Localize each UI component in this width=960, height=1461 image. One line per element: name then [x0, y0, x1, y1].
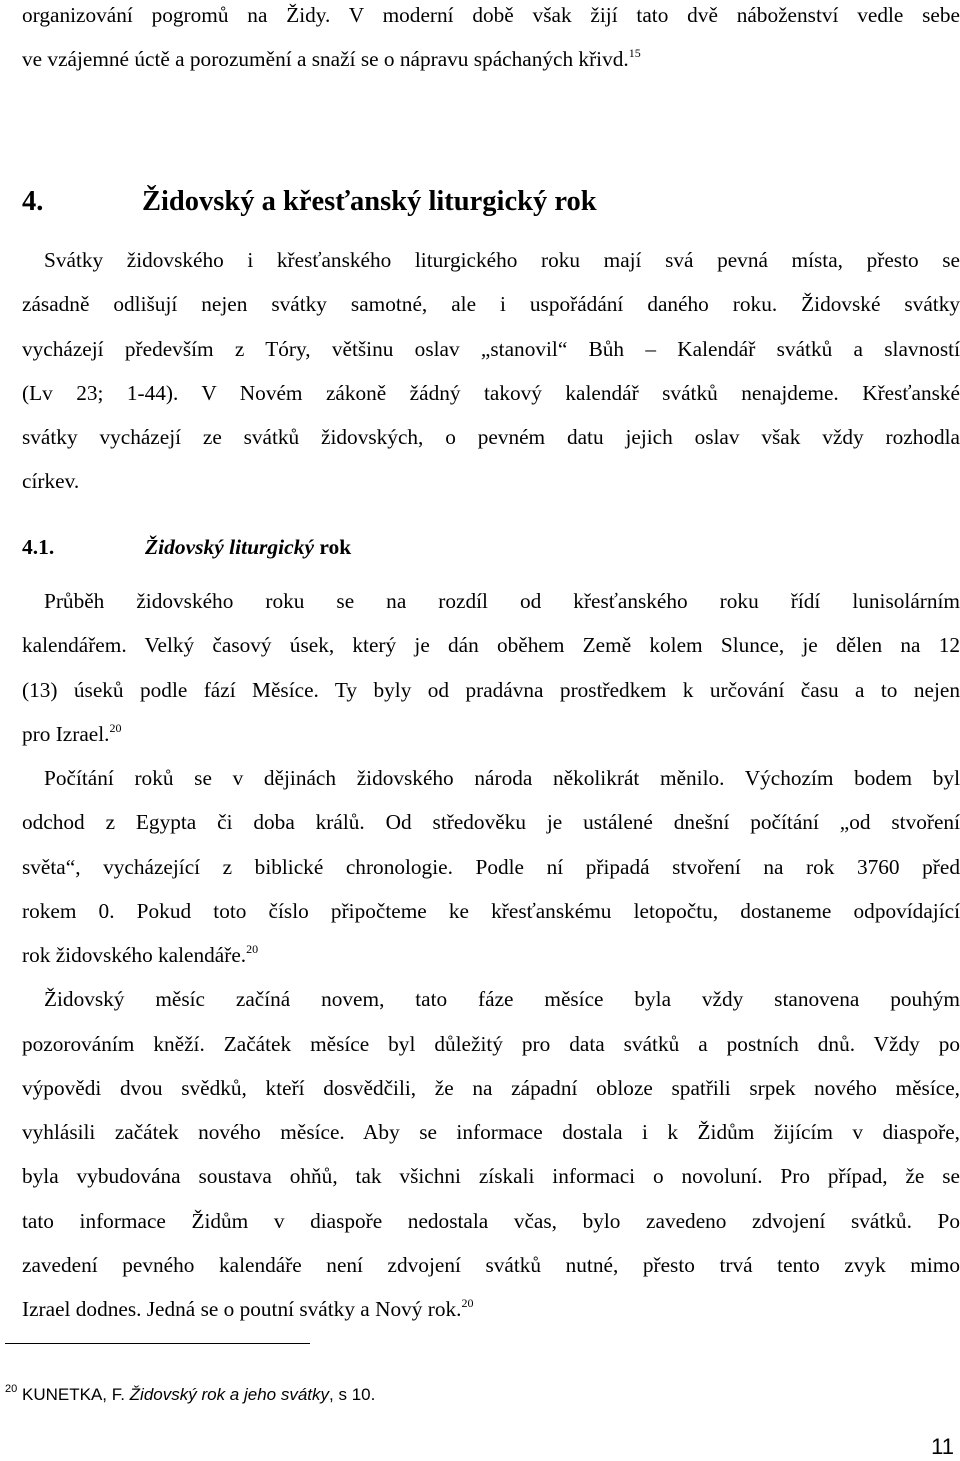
page-number: 11 [931, 1434, 954, 1459]
body-line: rok židovského kalendáře.$^{20}$ [22, 942, 259, 967]
footnote [5, 1385, 375, 1405]
body-line: pozorováním kněží. Začátek měsíce byl důležitý pro data svátků a postních dnů. Vždy po [22, 1032, 960, 1056]
body-line: církev. [22, 469, 80, 493]
footnote-ref: 20 [246, 942, 259, 956]
body-line: zavedení pevného kalendáře není zdvojení svátků nutné, přesto trvá tento zvyk mimo [22, 1253, 960, 1277]
body-line: tato informace Židům v diaspoře nedostala včas, bylo zavedeno zdvojení svátků. Po [22, 1209, 960, 1233]
subsection-number: 4.1. [22, 535, 55, 559]
body-line: výpovědi dvou svědků, kteří dosvědčili, že na západní obloze spatřili srpek nového měsíce, [22, 1076, 960, 1100]
footnote-ref: 15 [628, 46, 641, 60]
body-line: Svátky židovského i křesťanského liturgického roku mají svá pevná místa, přesto se [44, 248, 960, 272]
body-line: svátky vycházejí ze svátků židovských, o pevném datu jejich oslav však vždy rozhodla [22, 425, 960, 449]
subsection-title-rest: rok [314, 535, 352, 559]
body-line: vyhlásili začátek nového měsíce. Aby se informace dostala i k Židům žijícím v diaspoře, [22, 1120, 960, 1144]
body-line: pro Izrael.$^{20}$ [22, 721, 122, 746]
body-line: světa“, vycházející z biblické chronologie. Podle ní připadá stvoření na rok 3760 před [22, 855, 960, 879]
section-title: Židovský a křesťanský liturgický rok [142, 186, 597, 217]
footnote-ref: 20 [461, 1296, 474, 1310]
body-line: rokem 0. Pokud toto číslo připočteme ke křesťanskému letopočtu, dostaneme odpovídající [22, 899, 960, 923]
section-heading [22, 186, 597, 218]
footnote-divider [5, 1343, 310, 1344]
body-line-text: ve vzájemné úctě a porozumění a snaží se o nápravu spáchaných křivd. [22, 47, 629, 71]
body-line: zásadně odlišují nejen svátky samotné, ale i uspořádání daného roku. Židovské svátky [22, 292, 960, 316]
footnote-rest: , s 10. [329, 1385, 376, 1404]
body-line: (Lv 23; 1-44). V Novém zákoně žádný takový kalendář svátků nenajdeme. Křesťanské [22, 381, 960, 405]
footnote-number: 20 [5, 1383, 18, 1395]
body-line: vycházejí především z Tóry, většinu oslav „stanovil“ Bůh – Kalendář svátků a slavností [22, 337, 960, 361]
body-line: organizování pogromů na Židy. V moderní době však žijí tato dvě náboženství vedle sebe [22, 3, 960, 27]
subsection-heading [22, 535, 351, 560]
footnote-author: KUNETKA, F. [21, 1385, 130, 1404]
body-line: Izrael dodnes. Jedná se o poutní svátky a Nový rok.$^{20}$ [22, 1296, 474, 1321]
body-line: byla vybudována soustava ohňů, tak všichni získali informaci o novoluní. Pro případ, že se [22, 1164, 960, 1188]
body-line: kalendářem. Velký časový úsek, který je dán oběhem Země kolem Slunce, je dělen na 12 [22, 633, 960, 657]
footnote-title: Židovský rok a jeho svátky [129, 1385, 330, 1404]
body-line: odchod z Egypta či doba králů. Od středověku je ustálené dnešní počítání „od stvoření [22, 810, 960, 834]
body-line: Průběh židovského roku se na rozdíl od křesťanského roku řídí lunisolárním [44, 589, 960, 613]
footnote-ref: 20 [109, 721, 122, 735]
subsection-title-italic: Židovský liturgický [145, 535, 314, 559]
section-number: 4. [22, 186, 44, 217]
body-line: (13) úseků podle fází Měsíce. Ty byly od pradávna prostředkem k určování času a to nejen [22, 678, 960, 702]
body-line [22, 46, 960, 71]
body-line: Židovský měsíc začíná novem, tato fáze měsíce byla vždy stanovena pouhým [44, 987, 960, 1011]
body-line: Počítání roků se v dějinách židovského národa několikrát měnilo. Výchozím bodem byl [44, 766, 960, 790]
